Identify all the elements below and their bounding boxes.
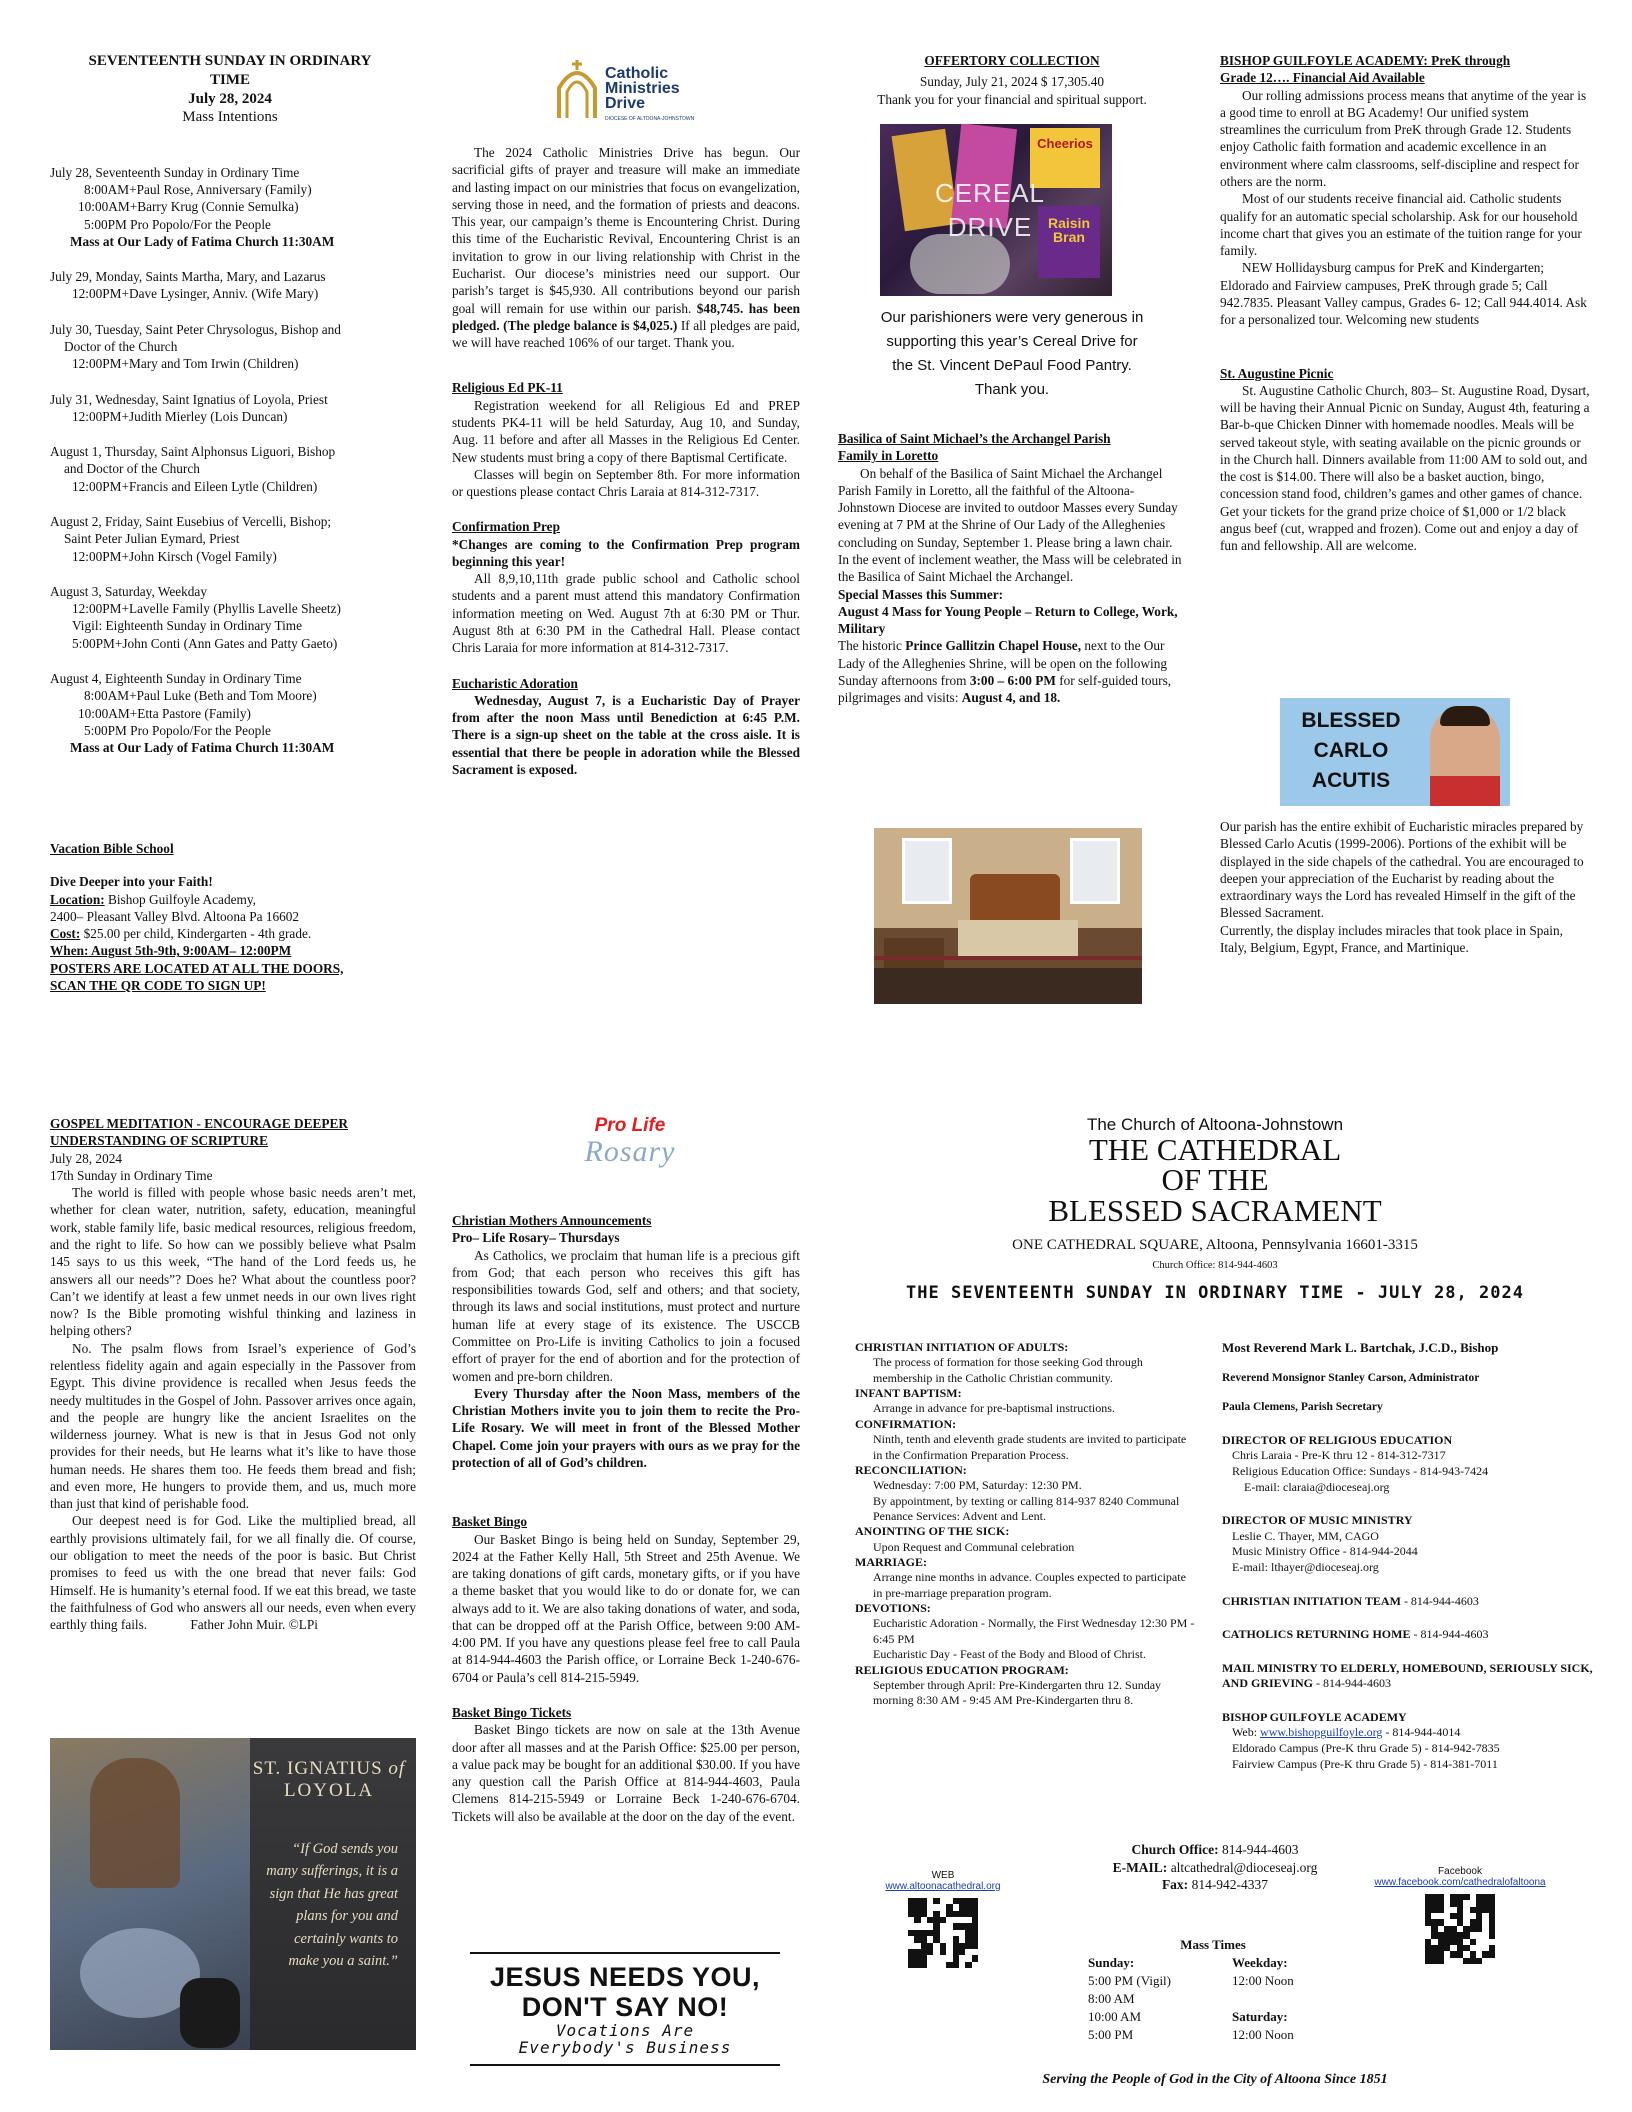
sacrament-text: Ninth, tenth and eleventh grade students are invited to participate in the Confirmation Preparation Process. <box>873 1432 1187 1462</box>
bga-web-link[interactable]: www.bishopguilfoyle.org <box>1260 1725 1383 1740</box>
fax-value: 814-942-4337 <box>1188 1877 1269 1893</box>
mi-list <box>50 164 410 757</box>
prolife-p2: Every Thursday after the Noon Mass, members of the Christian Mothers invite you to join them to recite the Pro-Life Rosary. We will meet in front of the Blessed Mother Chapel. Come join your prayers with ours as we pray for the protection of all of God’s children. <box>452 1385 800 1470</box>
web-link[interactable]: www.altoonacathedral.org <box>885 1881 1001 1892</box>
vbs <box>50 840 420 994</box>
p2d: 3:00 – 6:00 PM <box>969 672 1056 688</box>
picnic-p: St. Augustine Catholic Church, 803– St. Augustine Road, Dysart, will be having their Annual Picnic on Sunday, August 4th, featuring a Bar-b-que Chicken Dinner with homemade noodles. Meals will be served takeout style, with seating available on the picnic grounds or in the Church hall. Dinners available from 11:00 AM to sold out, and the cost is $14.00. There will also be a basket auction, bingo, concession stand food, children’s games and other games of chance. Get your tickets for the grand prize choice of $1,000 or 1/2 black angus beef (cut, wrapped and frozen). Come out and enjoy a day of fun and fellowship. All are welcome. <box>1220 382 1590 554</box>
vbs-location-label: Location: <box>50 891 105 907</box>
carlo-portrait <box>1430 706 1500 806</box>
cereal-caption <box>838 306 1186 402</box>
weekday-label: Weekday: <box>1232 1954 1288 1970</box>
sacrament-heading: CHRISTIAN INITIATION OF ADULTS: <box>855 1340 1069 1354</box>
mi-line: 5:00PM+John Conti (Ann Gates and Patty Gaeto) <box>72 635 338 651</box>
ign-title2: LOYOLA <box>283 1780 375 1801</box>
cmd-logo2: Ministries <box>605 80 680 97</box>
bga-p3: NEW Hollidaysburg campus for PreK and Kindergarten; Eldorado and Fairview campuses, PreK through grade 5; Call 942.7835. Pleasant Valley campus, Grades 6- 12; Call 944.4014. Ask for a personalized tour. Welcoming new students <box>1220 260 1587 328</box>
offertory <box>838 52 1186 108</box>
caption2: supporting this year’s Cereal Drive for <box>886 333 1138 350</box>
mi-day <box>50 513 410 565</box>
vbs-title: Vacation Bible School <box>50 841 174 856</box>
vbs-address: 2400– Pleasant Valley Blvd. Altoona Pa 16602 <box>50 908 300 924</box>
basilica-special: Special Masses this Summer: <box>838 586 1004 602</box>
sacrament-heading: INFANT BAPTISM: <box>855 1386 962 1401</box>
bga2: Eldorado Campus (Pre-K thru Grade 5) - 814-942-7835 <box>1232 1741 1500 1756</box>
staff-admin: Reverend Monsignor Stanley Carson, Administrator <box>1222 1371 1480 1384</box>
masthead-name2: OF THE <box>1161 1162 1269 1197</box>
church-arch-icon <box>555 58 599 120</box>
bga-contact-title: BISHOP GUILFOYLE ACADEMY <box>1222 1709 1407 1724</box>
sacrament-text: Eucharistic Day - Feast of the Body and Blood of Christ. <box>873 1647 1146 1662</box>
mi-line: 5:00PM Pro Popolo/For the People <box>84 722 271 738</box>
footer-tagline: Serving the People of God in the City of Altoona Since 1851 <box>1042 2072 1388 2087</box>
mi-title2: TIME <box>209 71 250 88</box>
prolife-sub: Pro– Life Rosary– Thursdays <box>452 1230 620 1246</box>
qr-code-web[interactable] <box>908 1898 978 1968</box>
saturday-label: Saturday: <box>1232 2008 1288 2024</box>
masthead-banner: THE SEVENTEENTH SUNDAY IN ORDINARY TIME - JULY 28, 2024 <box>906 1283 1524 1303</box>
mi-line: Vigil: Eighteenth Sunday in Ordinary Time <box>72 618 303 634</box>
mi-line: August 4, Eighteenth Sunday in Ordinary Time <box>50 670 302 686</box>
gospel-p3: Our deepest need is for God. Like the multiplied bread, all earthly provisions ultimately fail, for we all finally die. Of course, our obligation to meet the needs of the poor is basic. But Christ promises to feed us with the one bread that never fails: God Himself. He is humanity’s eternal food. If we eat this bread, we taste the faithfulness of God who answers all our needs, even when every earthly thing fails. <box>50 1513 416 1633</box>
cmd-text-a: The 2024 Catholic Ministries Drive has begun. Our sacrificial gifts of prayer and treasure will make an immediate and lasting impact on our ministries that focus on evangelization, serving those in need, and the formation of priests and deacons. This year, our campaign’s theme is Encountering Christ. During this time of the Eucharistic Revival, Encountering Christ is an invitation to grow in our living relationship with Christ in the Eucharist. Our diocese’s ministries need our support. Our parish’s target is $45,930. All contributions beyond our parish goal will remain for use within our parish. <box>452 145 800 316</box>
mi-line: 12:00PM+Lavelle Family (Phyllis Lavelle Sheetz) <box>72 601 341 617</box>
masthead-name3: BLESSED SACRAMENT <box>1048 1193 1382 1228</box>
dre2: Religious Education Office: Sundays - 814-943-7424 <box>1232 1463 1489 1478</box>
mi-line: 12:00PM+Judith Mierley (Lois Duncan) <box>72 408 288 424</box>
dmm-title: DIRECTOR OF MUSIC MINISTRY <box>1222 1513 1413 1528</box>
vbs-cost-label: Cost: <box>50 926 81 942</box>
facebook-label: Facebook <box>1438 1866 1482 1877</box>
carlo-p2: Currently, the display includes miracles that took place in Spain, Italy, Belgium, Egypt, France, and Martinique. <box>1220 922 1563 955</box>
staff-secretary: Paula Clemens, Parish Secretary <box>1222 1400 1383 1413</box>
dre1: Chris Laraia - Pre-K thru 12 - 814-312-7317 <box>1232 1448 1446 1463</box>
sacrament-heading: MARRIAGE: <box>855 1555 927 1570</box>
cmd-logo <box>555 58 725 128</box>
mi-line: and Doctor of the Church <box>64 461 200 477</box>
cit-b: - 814-944-4603 <box>1400 1593 1479 1608</box>
masthead <box>840 1115 1590 1303</box>
p2e: for self-guided tours, pilgrimages and visits: <box>838 672 1172 706</box>
mi-line: August 1, Thursday, Saint Alphonsus Liguori, Bishop <box>50 444 336 460</box>
carlo-b1: BLESSED <box>1301 709 1401 732</box>
prolife-logo2: Rosary <box>584 1135 676 1168</box>
staff-bishop: Most Reverend Mark L. Bartchak, J.C.D., Bishop <box>1222 1340 1499 1355</box>
gospel-sub: 17th Sunday in Ordinary Time <box>50 1167 213 1183</box>
mi-line: July 30, Tuesday, Saint Peter Chrysologus, Bishop and <box>50 321 341 337</box>
mi-day <box>50 583 410 652</box>
vbs-location: Bishop Guilfoyle Academy, <box>104 891 256 907</box>
gospel-sig: Father John Muir. ©LPi <box>190 1617 318 1633</box>
cereal-box-2: Raisin Bran <box>1038 206 1100 278</box>
cereal-text2: DRIVE <box>947 212 1033 242</box>
mi-day <box>50 391 410 426</box>
confirmation-bold: *Changes are coming to the Confirmation Prep program beginning this year! <box>452 536 800 569</box>
mi-line: 8:00AM+Paul Rose, Anniversary (Family) <box>84 182 312 198</box>
mi-line: Mass at Our Lady of Fatima Church 11:30AM <box>70 233 335 249</box>
sacrament-text: Upon Request and Communal celebration <box>873 1539 1075 1554</box>
masthead-name1: THE CATHEDRAL <box>1088 1132 1342 1167</box>
basilica-title2: Family in Loretto <box>838 448 939 464</box>
mi-line: July 28, Seventeenth Sunday in Ordinary Time <box>50 164 300 180</box>
sunday-label: Sunday: <box>1088 1954 1135 1970</box>
offertory-title: OFFERTORY COLLECTION <box>924 53 1100 68</box>
office-label: Church Office: <box>1131 1842 1219 1857</box>
sacrament-text: September through April: Pre-Kindergarten thru 12. Sunday morning 8:30 AM - 9:45 AM Pre-Kindergarten thru 8. <box>873 1677 1162 1708</box>
bingo-title: Basket Bingo <box>452 1514 527 1530</box>
wk1: 12:00 Noon <box>1232 1972 1294 1988</box>
sacrament-heading: DEVOTIONS: <box>855 1601 931 1616</box>
offertory-line: Sunday, July 21, 2024 $ 17,305.40 <box>919 74 1105 90</box>
bga-web-label: Web: <box>1232 1725 1261 1740</box>
mi-line: 12:00PM+John Kirsch (Vogel Family) <box>72 548 277 564</box>
email-label: E-MAIL: <box>1112 1859 1168 1875</box>
vbs-posters2: SCAN THE QR CODE TO SIGN UP! <box>50 977 266 993</box>
mi-sub: Mass Intentions <box>182 109 278 126</box>
carlo-banner <box>1280 698 1510 806</box>
dmm1: Leslie C. Thayer, MM, CAGO <box>1232 1528 1379 1543</box>
basilica <box>838 430 1186 707</box>
cereal-drive-photo <box>880 124 1112 296</box>
gospel <box>50 1115 416 1633</box>
crh-b: - 814-944-4603 <box>1410 1627 1489 1642</box>
qr-code-facebook[interactable] <box>1425 1894 1495 1964</box>
gospel-title1: GOSPEL MEDITATION - ENCOURAGE DEEPER <box>50 1116 348 1131</box>
sun3: 10:00 AM <box>1088 2008 1142 2024</box>
fax-label: Fax: <box>1161 1877 1189 1893</box>
crh-a: CATHOLICS RETURNING HOME <box>1222 1627 1411 1642</box>
cit-a: CHRISTIAN INITIATION TEAM <box>1222 1593 1401 1608</box>
mi-line: Saint Peter Julian Eymard, Priest <box>64 531 240 547</box>
masthead-office: Church Office: 814-944-4603 <box>1152 1260 1278 1271</box>
office-phone: 814-944-4603 <box>1218 1842 1299 1857</box>
prolife-logo1: Pro Life <box>594 1115 666 1136</box>
sacrament-text: Eucharistic Adoration - Normally, the First Wednesday 12:30 PM - 6:45 PM <box>873 1616 1195 1646</box>
voc-line1: JESUS NEEDS YOU, <box>489 1962 761 1992</box>
carlo-p1: Our parish has the entire exhibit of Eucharistic miracles prepared by Blessed Carlo Acutis (1999-2006). Portions of the exhibit will be displayed in the side chapels of the cathedral. You are encouraged to deepen your appreciation of the Eucharist by reading about the extraordinary ways the Lord has revealed Himself in the gift of the Blessed Sacrament. <box>1220 819 1584 921</box>
cmd-logo1: Catholic <box>605 65 669 82</box>
dmm3: E-mail: lthayer@dioceseaj.org <box>1232 1559 1379 1574</box>
bingo-p: Our Basket Bingo is being held on Sunday, September 29, 2024 at the Father Kelly Hall, 5th Street and 25th Avenue. We are taking donations of gift cards, monetary gifts, or if you have a theme basket that you would like to do or donate for, we can always add to it. We are also taking donations of water, and soda, that can be dropped off at the Parish Office, between 9:00 AM-4:00 PM. If you have any questions please feel free to call Paula at 814-944-4603 the Parish office, or Lorraine Beck 1-240-676-6704 or Paula’s cell 814-215-5949. <box>452 1531 800 1685</box>
cmd-logo3: Drive <box>605 95 646 112</box>
bga-p2: Most of our students receive financial aid. Catholic students qualify for an automatic special scholarship. Ask for our household income chart that gives you an estimate of the tuition range for your family. <box>1220 191 1582 259</box>
p2f: August 4, and 18. <box>961 690 1061 706</box>
vocations-graphic <box>470 1952 780 2062</box>
basilica-aug4: August 4 Mass for Young People – Return to College, Work, Military <box>838 603 1178 637</box>
basilica-title1: Basilica of Saint Michael’s the Archangel Parish <box>838 431 1111 446</box>
sacrament-text: The process of formation for those seeking God through membership in the Catholic Christian community. <box>873 1355 1143 1385</box>
mi-line: 10:00AM+Barry Krug (Connie Semulka) <box>78 199 299 215</box>
religious-ed-title: Religious Ed PK-11 <box>452 380 563 396</box>
mi-line: 8:00AM+Paul Luke (Beth and Tom Moore) <box>84 688 317 704</box>
mi-date: July 28, 2024 <box>188 90 272 107</box>
christian-mothers <box>452 1212 800 1825</box>
p2b: Prince Gallitzin Chapel House, <box>905 638 1082 654</box>
religious-ed-p1: Registration weekend for all Religious Ed and PREP students PK4-11 will be held Saturday, Aug 10, and Sunday, Aug. 11 before and after all Masses in the Religious Ed Center. New students must bring a copy of there Baptismal Certificate. <box>452 397 800 465</box>
sacrament-text: Wednesday: 7:00 PM, Saturday: 12:30 PM. <box>873 1478 1082 1493</box>
cmd-text-c: If all pledges are paid, we will have reached 106% of our target. Thank you. <box>452 317 800 351</box>
bga3: Fairview Campus (Pre-K thru Grade 5) - 814-381-7011 <box>1232 1756 1498 1771</box>
mi-line: July 31, Wednesday, Saint Ignatius of Loyola, Priest <box>50 391 328 407</box>
mi-day <box>50 268 410 303</box>
vbs-cost: $25.00 per child, Kindergarten - 4th grade. <box>80 926 312 942</box>
ign-of: of <box>388 1758 406 1779</box>
staff <box>1222 1340 1594 1772</box>
web-block <box>858 1870 1028 1968</box>
caption3: the St. Vincent DePaul Food Pantry. <box>892 357 1132 374</box>
mi-line: 5:00PM Pro Popolo/For the People <box>84 216 271 232</box>
web-label: WEB <box>931 1870 955 1881</box>
sun1: 5:00 PM (Vigil) <box>1088 1972 1172 1988</box>
mi-day <box>50 321 410 373</box>
gospel-p1: The world is filled with people whose basic needs aren’t met, whether for clean water, nutrition, safety, education, meaningful work, stable family life, basic medical resources, religious freedom, and the right to life. So how can we possibly believe what Psalm 145 says to us this week, “The hand of the Lord feeds us, he answers all our needs”? Does he? What about the countless poor? Can’t we identify at least a few unmet needs in our own lives right now? Is the Bible promoting wishful thinking and laziness in helping others? <box>50 1185 416 1339</box>
bga-section <box>1220 52 1590 555</box>
mi-title1: SEVENTEENTH SUNDAY IN ORDINARY <box>88 53 372 69</box>
caption1: Our parishioners were very generous in <box>880 309 1144 326</box>
sacrament-text: Arrange in advance for pre-baptismal instructions. <box>873 1401 1115 1416</box>
sun2: 8:00 AM <box>1088 1990 1135 2006</box>
dre-title: DIRECTOR OF RELIGIOUS EDUCATION <box>1222 1432 1453 1447</box>
sacrament-heading: CONFIRMATION: <box>855 1416 957 1431</box>
masthead-address: ONE CATHEDRAL SQUARE, Altoona, Pennsylvania 16601-3315 <box>1012 1237 1418 1253</box>
p2c: next to the Our Lady of the Alleghenies Shrine, will be open on the following Sunday afternoons from <box>838 638 1168 688</box>
voc-line4: Everybody's Business <box>518 2038 732 2057</box>
sacrament-text: By appointment, by texting or calling 814-937 8240 Communal Penance Services: Advent and Lent. <box>873 1493 1180 1523</box>
cereal-box-1: Cheerios <box>1030 128 1100 188</box>
sacraments <box>855 1340 1195 1709</box>
bga-p1: Our rolling admissions process means that anytime of the year is a good time to enroll at BG Academy! Our unified system streamlines the curriculum from PreK through Grade 12. Students enjoy Catholic faith formation and academic excellence in an environment where calm classrooms, self-discipline and respect for others are the norm. <box>1220 87 1587 189</box>
contact-block <box>1040 1841 1390 1894</box>
sacrament-heading: ANOINTING OF THE SICK: <box>855 1524 1010 1539</box>
mi-line: 12:00PM+Dave Lysinger, Anniv. (Wife Mary) <box>72 286 319 302</box>
voc-line3: Vocations Are <box>555 2021 695 2040</box>
ign-title1: ST. IGNATIUS <box>252 1758 383 1779</box>
vbs-tagline: Dive Deeper into your Faith! <box>50 874 213 890</box>
mail-b: - 814-944-4603 <box>1313 1676 1392 1691</box>
chapel-house-photo <box>874 828 1142 1004</box>
sacrament-text: Arrange nine months in advance. Couples expected to participate in pre-marriage preparation program. <box>873 1570 1186 1600</box>
cereal-text1: CEREAL <box>934 178 1046 208</box>
cmd-text-b: $48,745. has been pledged. (The pledge balance is $4,025.) <box>452 300 800 333</box>
bingo-tickets-title: Basket Bingo Tickets <box>452 1705 572 1721</box>
mi-line: 12:00PM+Francis and Eileen Lytle (Children) <box>72 478 318 494</box>
p2a: The historic <box>838 638 906 654</box>
ign-quote: “If God sends you many sufferings, it is a sign that He has great plans for you and certainly wants to make you a saint.” <box>266 1841 398 1970</box>
prolife-title: Christian Mothers Announcements <box>452 1213 652 1228</box>
bga-title2: Grade 12…. Financial Aid Available <box>1220 70 1425 86</box>
religious-ed-p2: Classes will begin on September 8th. For more information or questions please contact Chris Laraia at 814-312-7317. <box>452 466 800 500</box>
mi-line: 12:00PM+Mary and Tom Irwin (Children) <box>72 356 299 372</box>
mail-a: MAIL MINISTRY TO ELDERLY, HOMEBOUND, SERIOUSLY SICK, AND GRIEVING <box>1222 1660 1593 1691</box>
vbs-when: August 5th-9th, 9:00AM– 12:00PM <box>88 943 292 959</box>
sacrament-heading: RECONCILIATION: <box>855 1462 967 1477</box>
dmm2: Music Ministry Office - 814-944-2044 <box>1232 1544 1418 1559</box>
mi-day <box>50 443 410 495</box>
facebook-link[interactable]: www.facebook.com/cathedralofaltoona <box>1374 1877 1546 1888</box>
mi-day <box>50 164 410 250</box>
mi-day <box>50 670 410 756</box>
adoration-p: Wednesday, August 7, is a Eucharistic Day of Prayer from after the noon Mass until Benediction at 6:45 P.M. There is a sign-up sheet on the table at the cross aisle. It is essential that there be people in adoration while the Blessed Sacrament is exposed. <box>452 692 800 777</box>
gospel-title2: UNDERSTANDING OF SCRIPTURE <box>50 1133 268 1149</box>
st-ignatius-image <box>50 1738 416 2050</box>
cmd-text <box>452 144 800 778</box>
mi-line: August 3, Saturday, Weekday <box>50 583 207 599</box>
prolife-p1: As Catholics, we proclaim that human life is a precious gift from God; that each person who receives this gift has responsibilities towards God, self and others; and that society, through its laws and social institutions, must protect and nurture human life at every stage of its existence. The USCCB Committee on Pro-Life is inviting Catholics to join a focused effort of prayer for the end of abortion and for the protection of women and pre-born children. <box>452 1247 800 1384</box>
masthead-church: The Church of Altoona-Johnstown <box>1086 1115 1344 1134</box>
confirmation-p: All 8,9,10,11th grade public school and Catholic school students and a parent must attend this mandatory Confirmation information meeting on Wed. August 7th at 6:30 PM or Thur. August 8th at 6:30 PM in the Cathedral Hall. Please contact Chris Laraia for more information at 814-312-7317. <box>452 571 800 656</box>
mass-intentions <box>50 52 410 774</box>
gospel-date: July 28, 2024 <box>50 1150 123 1166</box>
basilica-p1: On behalf of the Basilica of Saint Michael the Archangel Parish Family in Loretto, all the faithful of the Altoona-Johnstown Diocese are invited to outdoor Masses every Sunday evening at 7 PM at the Shrine of Our Lady of the Alleghenies concluding on Sunday, September 1. Please bring a lawn chair. In the event of inclement weather, the Mass will be celebrated in the Basilica of Saint Michael the Archangel. <box>838 465 1182 585</box>
offertory-thanks: Thank you for your financial and spiritual support. <box>877 91 1147 107</box>
dre3: E-mail: claraia@dioceseaj.org <box>1244 1479 1390 1494</box>
sun4: 5:00 PM <box>1088 2026 1134 2042</box>
mi-line: 10:00AM+Etta Pastore (Family) <box>78 705 251 721</box>
gospel-p2: No. The psalm flows from Israel’s experience of God’s relentless fidelity again and again especially in the Passover from Egypt. This divine providence is recalled when Jesus feeds the needy multitudes in the Gospel of John. Passover arrives once again, and the people are hungry like the ancient Israelites on the wilderness journey. What is new is that in Jesus God not only provides for their needs, but He learns what it’s like to have those human needs. He shares them too. He feeds them bread and fish; and even more, He hungers to provide them, and us, much more than just that kind of perishable food. <box>50 1340 416 1512</box>
bingo-tickets-p: Basket Bingo tickets are now on sale at the 13th Avenue door after all masses and at the Parish Office: $25.00 per person, a value pack may be bought for an additional $30.00. If you have any question call the Parish Office at 814-944-4603, Paula Clemens 814-215-5949 or Lorraine Beck 1-240-676-6704. Tickets will also be available at the door on the day of the event. <box>452 1722 800 1824</box>
email-value[interactable]: altcathedral@dioceseaj.org <box>1167 1859 1318 1875</box>
mass-times-title: Mass Times <box>1180 1937 1246 1952</box>
vbs-posters1: POSTERS ARE LOCATED AT ALL THE DOORS, <box>50 960 344 976</box>
bga-title1: BISHOP GUILFOYLE ACADEMY: PreK through <box>1220 53 1511 68</box>
mi-line: Doctor of the Church <box>64 339 178 354</box>
carlo-b2: CARLO <box>1313 739 1389 762</box>
caption4: Thank you. <box>974 381 1050 398</box>
carlo-text <box>1220 818 1590 956</box>
mi-line: August 2, Friday, Saint Eusebius of Vercelli, Bishop; <box>50 513 332 529</box>
mass-times <box>1088 1936 1338 2054</box>
sat1: 12:00 Noon <box>1232 2026 1294 2042</box>
sacraments-list <box>855 1340 1195 1709</box>
sacrament-heading: RELIGIOUS EDUCATION PROGRAM: <box>855 1662 1069 1677</box>
mi-line: July 29, Monday, Saints Martha, Mary, and Lazarus <box>50 269 326 285</box>
carlo-b3: ACUTIS <box>1311 769 1391 792</box>
picnic-title: St. Augustine Picnic <box>1220 365 1334 381</box>
voc-line2: DON'T SAY NO! <box>521 1992 729 2022</box>
prolife-logo <box>560 1115 700 1181</box>
vbs-when-label: When: <box>50 943 89 959</box>
confirmation-title: Confirmation Prep <box>452 519 560 535</box>
bga-web-tail: - 814-944-4014 <box>1382 1725 1461 1740</box>
adoration-title: Eucharistic Adoration <box>452 675 578 691</box>
cmd-logo-sub: DIOCESE OF ALTOONA-JOHNSTOWN <box>605 116 695 122</box>
facebook-block <box>1350 1866 1570 1964</box>
mi-line: Mass at Our Lady of Fatima Church 11:30AM <box>70 740 335 756</box>
